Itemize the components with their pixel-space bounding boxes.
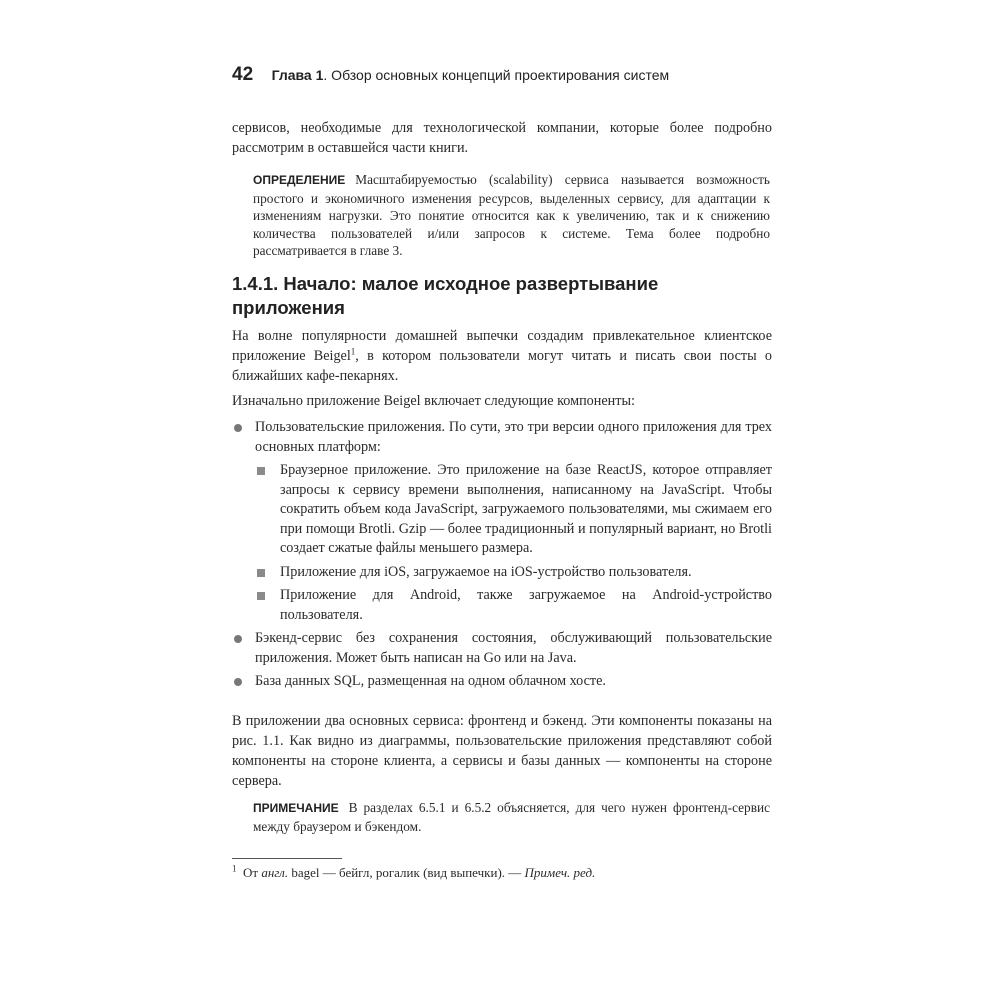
paragraph-services: В приложении два основных сервиса: фронтенд и бэкенд. Эти компоненты показаны на рис. 1.1. Как видно из диаграммы, пользовательские приложения представляют собой компоненты на стороне клиента, а сервисы и базы данных — компоненты на стороне сервера. <box>232 713 772 789</box>
footnote-mark: 1 <box>232 863 237 874</box>
definition-text: Масштабируемостью (scalability) сервиса называется возможность простого и экономичного изменения ресурсов, выделенных сервису, для адаптации к изменениям нагрузки. Это понятие относится как к увеличению, так и к снижению количества пользователей и/или запросов к системе. Тема более подробно рассматривается в главе 3. <box>253 172 770 259</box>
bullet-icon <box>234 678 242 686</box>
sub-list-item <box>232 586 772 625</box>
intro-paragraph: сервисов, необходимые для технологической компании, которые более подробно рассмотрим в оставшейся части книги. <box>232 120 772 156</box>
paragraph-components: Изначально приложение Beigel включает следующие компоненты: <box>232 393 635 409</box>
list-item-text: База данных SQL, размещенная на одном облачном хосте. <box>255 673 606 689</box>
note-label: ПРИМЕЧАНИЕ <box>253 801 339 815</box>
note-text: В разделах 6.5.1 и 6.5.2 объясняется, для чего нужен фронтенд-сервис между браузером и бэкендом. <box>253 800 770 834</box>
chapter-title-text: . Обзор основных концепций проектирования систем <box>323 67 670 83</box>
paragraph-beigel-text: На волне популярности домашней выпечки создадим привлекательное клиентское приложение Beigel <box>232 328 772 364</box>
footnote-editor: Примеч. ред. <box>524 865 596 880</box>
note-block <box>253 799 770 835</box>
running-header <box>232 64 669 86</box>
component-list <box>232 418 772 696</box>
square-bullet-icon <box>257 592 265 600</box>
square-bullet-icon <box>257 467 265 475</box>
bullet-icon <box>234 635 242 643</box>
list-item <box>232 418 772 457</box>
list-item <box>232 672 772 692</box>
chapter-label: Глава 1 <box>271 67 324 83</box>
footnote-text: bagel — бейгл, рогалик (вид выпечки). — <box>288 865 525 880</box>
paragraph-beigel <box>232 326 772 386</box>
sub-list-item-text: Браузерное приложение. Это приложение на базе ReactJS, которое отправляет запросы к сервису времени выполнения, написанному на JavaScript. Чтобы сократить объем кода JavaScript, загружаемого пользователями, мы сжимаем его при помощи Brotli. Gzip — более традиционный и популярный вариант, но Brotli создает сжатые файлы меньшего размера. <box>280 462 772 556</box>
list-item <box>232 629 772 668</box>
definition-label: ОПРЕДЕЛЕНИЕ <box>253 173 346 187</box>
footnote-prefix: От <box>243 865 262 880</box>
footnote-divider <box>232 858 342 859</box>
definition-block <box>253 171 770 260</box>
chapter-title <box>272 67 670 83</box>
footnote <box>232 864 772 882</box>
square-bullet-icon <box>257 569 265 577</box>
footnote-ref: 1 <box>350 346 356 357</box>
sub-list-item-text: Приложение для Android, также загружаемое на Android-устройство пользователя. <box>280 587 772 623</box>
footnote-lang: англ. <box>261 865 289 880</box>
list-item-text: Бэкенд-сервис без сохранения состояния, обслуживающий пользовательские приложения. Может быть написан на Go или на Java. <box>255 630 772 666</box>
sub-list-item-text: Приложение для iOS, загружаемое на iOS-устройство пользователя. <box>280 563 692 580</box>
page-number: 42 <box>232 64 254 85</box>
sub-list-item <box>232 461 772 559</box>
paragraph-beigel-rest: , в котором пользователи могут читать и писать свои посты о ближайших кафе-пекарнях. <box>232 348 772 384</box>
list-item-text: Пользовательские приложения. По сути, это три версии одного приложения для трех основных платформ: <box>255 419 772 455</box>
section-heading: 1.4.1. Начало: малое исходное развертывание приложения <box>232 273 659 318</box>
bullet-icon <box>234 424 242 432</box>
sub-list-item <box>232 563 772 583</box>
